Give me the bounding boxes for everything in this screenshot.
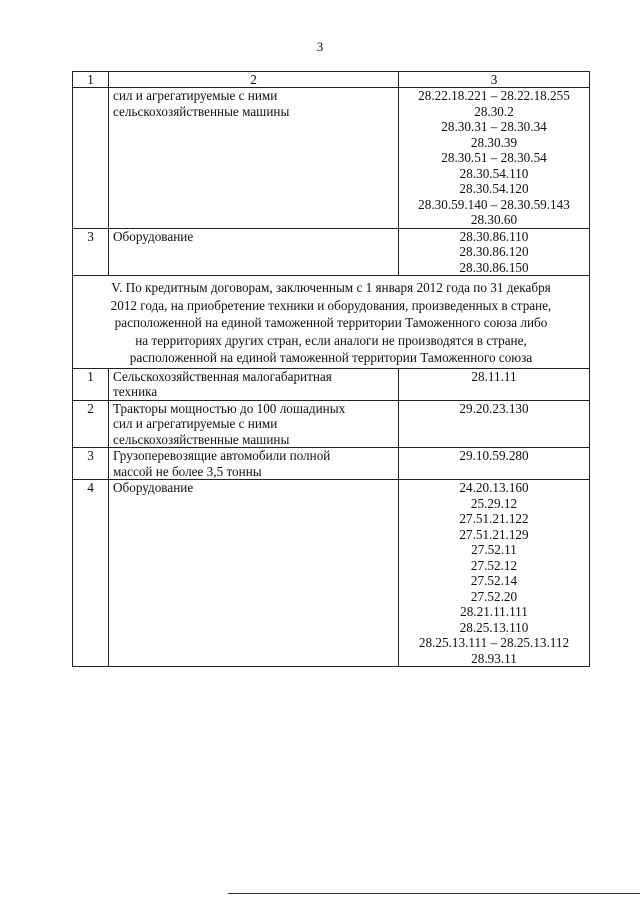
section-v-row [73,276,590,369]
table-row [73,400,590,448]
row-name-line: Оборудование [113,228,194,244]
row-codes [399,448,590,480]
code-value: 28.30.86.150 [459,259,529,275]
table-row [73,368,590,400]
code-value: 28.21.11.111 [460,604,528,619]
code-value: 28.30.86.110 [459,228,529,244]
code-value: 27.52.12 [470,557,518,573]
row-name-line: Сельскохозяйственная малогабаритная [113,368,332,384]
row-number: 2 [73,400,109,448]
row-name [109,400,399,448]
section-v-line: на территориях других стран, если аналоги не производятся в стране, [135,332,527,348]
code-value: 29.20.23.130 [459,400,529,416]
row-name-line: сельскохозяйственные машины [113,103,290,119]
code-value: 28.30.31 – 28.30.34 [441,119,547,134]
footer-rule [228,893,640,894]
row-name-line: Оборудование [113,480,194,495]
table-body-part2 [73,368,590,667]
codes-table [72,71,590,667]
code-value: 27.51.21.129 [459,526,529,542]
header-col-1: 1 [73,72,109,88]
code-value: 24.20.13.160 [459,480,529,495]
row-name-line: Тракторы мощностью до 100 лошадиных [113,400,346,416]
code-value: 28.30.60 [470,212,518,227]
table-body-part1 [73,88,590,276]
section-v-line: 2012 года, на приобретение техники и оборудования, произведенных в стране, [110,297,552,313]
code-value: 28.11.11 [471,368,517,384]
table-row [73,88,590,229]
row-name-line: Грузоперевозящие автомобили полной [113,448,331,463]
header-col-3: 3 [399,72,590,88]
row-name [109,228,399,276]
code-value: 27.52.20 [470,588,518,604]
row-codes [399,228,590,276]
row-name-line: техника [113,384,158,399]
code-value: 25.29.12 [470,495,518,511]
row-name [109,368,399,400]
row-name [109,448,399,480]
code-value: 28.30.2 [474,103,514,119]
code-value: 28.30.86.120 [459,244,529,259]
row-name-line: сил и агрегатируемые с ними [113,416,278,431]
table-header-row [73,72,590,88]
row-number: 1 [73,368,109,400]
row-number: 3 [73,448,109,480]
page-number: 3 [316,39,324,54]
section-v-heading [73,276,590,369]
code-value: 29.10.59.280 [459,448,529,463]
code-value: 28.93.11 [471,650,517,666]
row-name [109,88,399,229]
code-value: 28.25.13.110 [459,619,529,635]
row-number: 3 [73,228,109,276]
row-codes [399,400,590,448]
table-row [73,448,590,480]
row-codes [399,368,590,400]
code-value: 28.30.51 – 28.30.54 [441,150,547,165]
code-value: 28.25.13.111 – 28.25.13.112 [418,635,570,650]
section-v-line: расположенной на единой таможенной территории Таможенного союза либо [114,315,548,330]
code-value: 27.52.11 [471,542,517,557]
row-name-line: сил и агрегатируемые с ними [113,88,278,103]
row-number: 4 [73,480,109,667]
code-value: 27.51.21.122 [459,511,529,526]
code-value: 28.30.59.140 – 28.30.59.143 [418,196,570,212]
table-row [73,228,590,276]
section-v-line: расположенной на единой таможенной территории Таможенного союза [129,350,533,365]
row-number [73,88,109,229]
row-name-line: массой не более 3,5 тонны [113,463,262,479]
row-name [109,480,399,667]
code-value: 28.22.18.221 – 28.22.18.255 [418,88,570,103]
code-value: 28.30.54.110 [459,165,529,181]
section-v [73,276,590,369]
code-value: 28.30.39 [470,134,518,150]
row-name-line: сельскохозяйственные машины [113,431,290,447]
header-col-2: 2 [109,72,399,88]
table-row [73,480,590,667]
section-v-line: V. По кредитным договорам, заключенным с 1 января 2012 года по 31 декабря [111,280,551,295]
row-codes [399,88,590,229]
code-value: 28.30.54.120 [459,181,529,196]
code-value: 27.52.14 [470,573,518,588]
row-codes [399,480,590,667]
